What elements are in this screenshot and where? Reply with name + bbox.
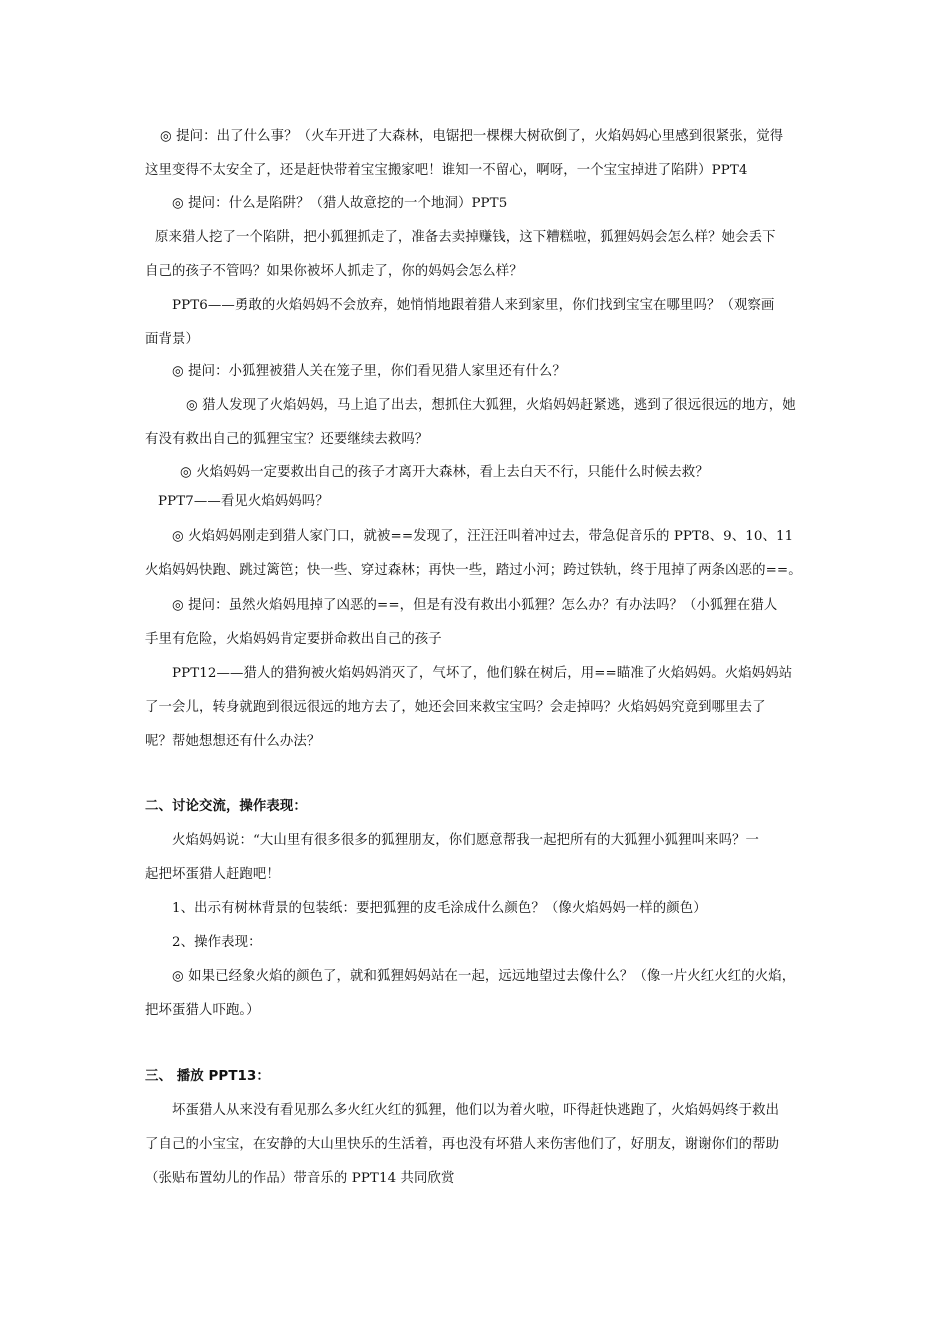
section-heading: 三、 播放 PPT13： bbox=[145, 1069, 270, 1084]
paragraph-line: 火焰妈妈快跑、跳过篱笆；快一些、穿过森林；再快一些，踏过小河；跨过铁轨，终于甩掉了两条凶恶的==。 bbox=[145, 563, 802, 578]
paragraph-line: 坏蛋猎人从来没有看见那么多火红火红的狐狸，他们以为着火啦，吓得赶快逃跑了，火焰妈妈终于救出 bbox=[172, 1103, 780, 1118]
section-heading: 二、讨论交流，操作表现： bbox=[145, 799, 307, 814]
paragraph-line: 了一会儿，转身就跑到很远很远的地方去了，她还会回来救宝宝吗？会走掉吗？火焰妈妈究竟到哪里去了 bbox=[145, 700, 766, 715]
paragraph-line: 起把坏蛋猎人赶跑吧！ bbox=[145, 867, 280, 882]
paragraph-line: ◎ 提问：出了什么事？（火车开进了大森林，电锯把一棵棵大树砍倒了，火焰妈妈心里感到很紧张，觉得 bbox=[160, 129, 784, 144]
paragraph-line: 呢？帮她想想还有什么办法？ bbox=[145, 734, 321, 749]
paragraph-line: ◎ 火焰妈妈一定要救出自己的孩子才离开大森林，看上去白天不行，只能什么时候去救？ bbox=[180, 465, 709, 480]
paragraph-line: 2、操作表现： bbox=[172, 935, 262, 950]
paragraph-line: PPT6——勇敢的火焰妈妈不会放弃，她悄悄地跟着猎人来到家里，你们找到宝宝在哪里吗？（观察画 bbox=[172, 298, 775, 313]
paragraph-line: 面背景） bbox=[145, 332, 199, 347]
paragraph-line: ◎ 如果已经象火焰的颜色了，就和狐狸妈妈站在一起，远远地望过去像什么？（像一片火红火红的火焰， bbox=[172, 969, 796, 984]
paragraph-line: ◎ 提问：什么是陷阱？（猎人故意挖的一个地洞）PPT5 bbox=[172, 196, 508, 211]
paragraph-line: （张贴布置幼儿的作品）带音乐的 PPT14 共同欣赏 bbox=[145, 1171, 455, 1186]
paragraph-line: ◎ 猎人发现了火焰妈妈，马上追了出去，想抓住大狐狸，火焰妈妈赶紧逃，逃到了很远很远的地方，她 bbox=[186, 398, 796, 413]
paragraph-line: ◎ 提问：小狐狸被猎人关在笼子里，你们看见猎人家里还有什么？ bbox=[172, 364, 566, 379]
paragraph-line: ◎ 提问：虽然火焰妈甩掉了凶恶的==，但是有没有救出小狐狸？怎么办？有办法吗？（小狐狸在猎人 bbox=[172, 598, 778, 613]
paragraph-line: 手里有危险，火焰妈妈肯定要拼命救出自己的孩子 bbox=[145, 632, 442, 647]
paragraph-line: 原来猎人挖了一个陷阱，把小狐狸抓走了，准备去卖掉赚钱，这下糟糕啦，狐狸妈妈会怎么样？她会丢下 bbox=[155, 230, 776, 245]
paragraph-line: PPT7——看见火焰妈妈吗？ bbox=[158, 494, 329, 509]
paragraph-line: 了自己的小宝宝，在安静的大山里快乐的生活着，再也没有坏猎人来伤害他们了，好朋友，谢谢你们的帮助 bbox=[145, 1137, 780, 1152]
paragraph-line: 自己的孩子不管吗？如果你被坏人抓走了，你的妈妈会怎么样？ bbox=[145, 264, 523, 279]
paragraph-line: PPT12——猎人的猎狗被火焰妈妈消灭了，气坏了，他们躲在树后，用==瞄准了火焰妈妈。火焰妈妈站 bbox=[172, 666, 793, 681]
paragraph-line: 火焰妈妈说：“大山里有很多很多的狐狸朋友，你们愿意帮我一起把所有的大狐狸小狐狸叫来吗？一 bbox=[172, 833, 760, 848]
paragraph-line: 把坏蛋猎人吓跑。） bbox=[145, 1003, 260, 1018]
paragraph-line: 这里变得不太安全了，还是赶快带着宝宝搬家吧！谁知一不留心，啊呀，一个宝宝掉进了陷阱）PPT4 bbox=[145, 163, 748, 178]
paragraph-line: ◎ 火焰妈妈刚走到猎人家门口，就被==发现了，汪汪汪叫着冲过去，带急促音乐的 PPT8、9、10、11 bbox=[172, 529, 794, 544]
paragraph-line: 1、出示有树林背景的包装纸：要把狐狸的皮毛涂成什么颜色？（像火焰妈妈一样的颜色） bbox=[172, 901, 707, 916]
paragraph-line: 有没有救出自己的狐狸宝宝？还要继续去救吗？ bbox=[145, 432, 429, 447]
